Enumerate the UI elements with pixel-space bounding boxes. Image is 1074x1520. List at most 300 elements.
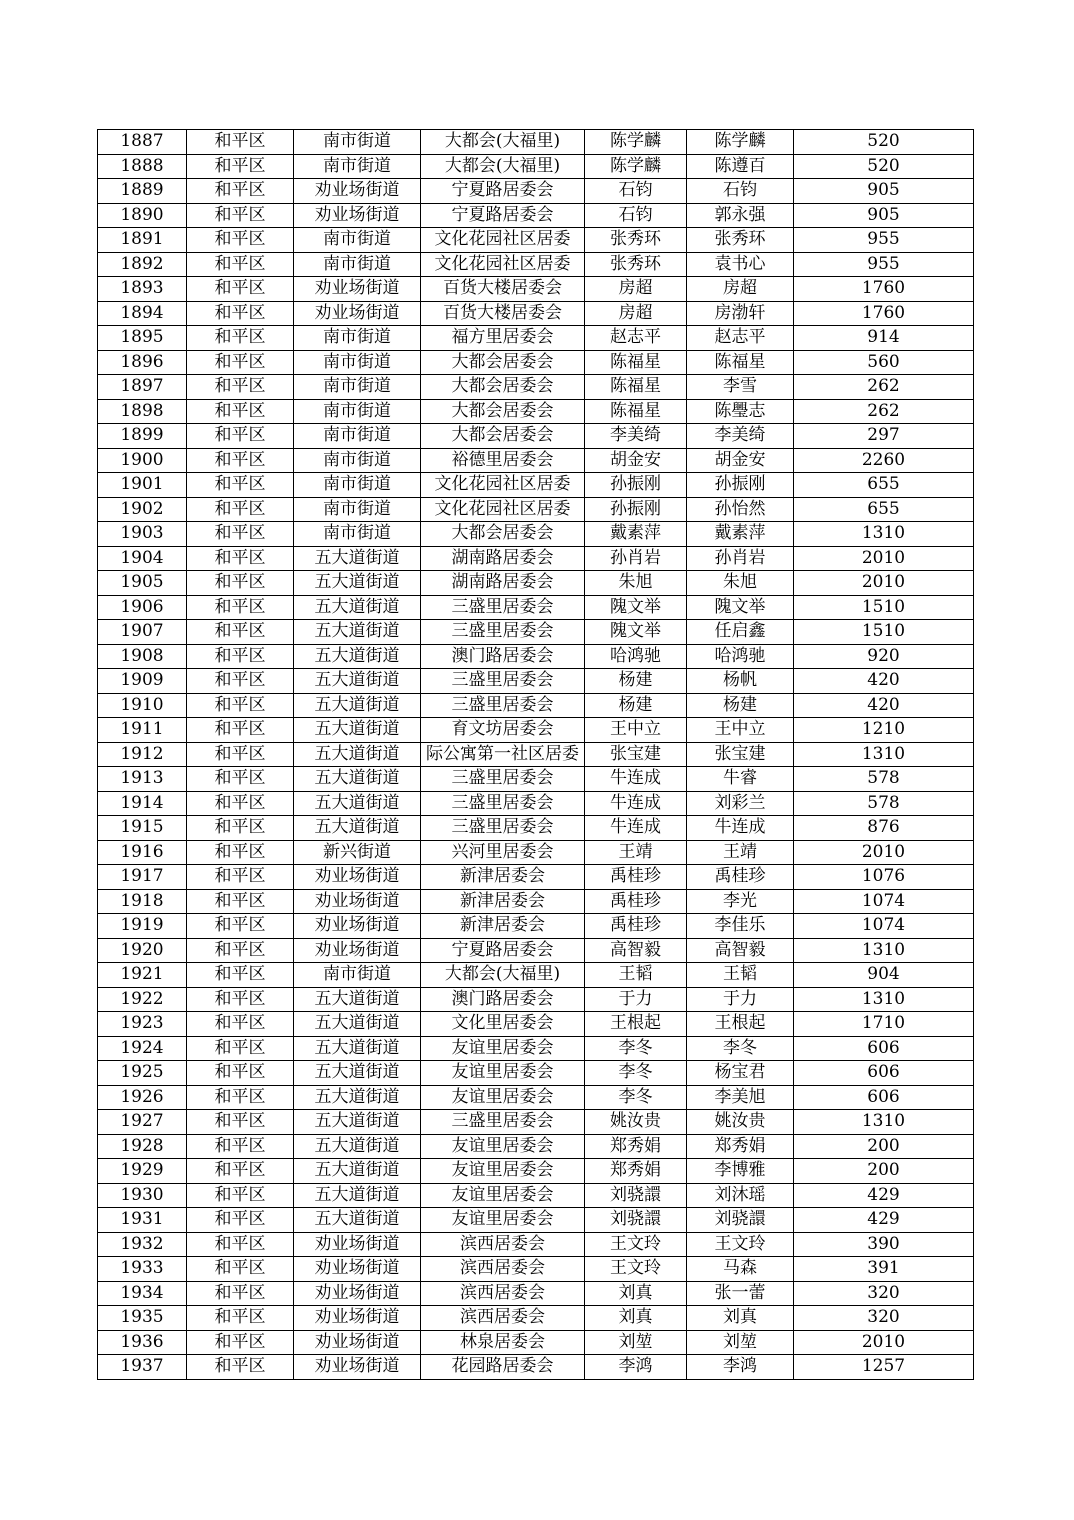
street-cell: 南市街道 [294, 350, 421, 375]
amount-cell: 904 [794, 963, 974, 988]
table-row [98, 889, 974, 914]
street-cell: 南市街道 [294, 326, 421, 351]
amount-cell: 297 [794, 424, 974, 449]
member-cell: 刘沐瑶 [687, 1183, 794, 1208]
amount-cell: 905 [794, 179, 974, 204]
street-cell: 五大道街道 [294, 1159, 421, 1184]
member-cell: 戴素萍 [687, 522, 794, 547]
street-cell: 南市街道 [294, 252, 421, 277]
street-cell: 劝业场街道 [294, 203, 421, 228]
amount-cell: 1760 [794, 277, 974, 302]
amount-cell: 1074 [794, 889, 974, 914]
table-row [98, 1257, 974, 1282]
committee-cell: 花园路居委会 [421, 1355, 585, 1380]
row-number-cell: 1901 [98, 473, 187, 498]
committee-cell: 三盛里居委会 [421, 693, 585, 718]
member-cell: 胡金安 [687, 448, 794, 473]
street-cell: 南市街道 [294, 448, 421, 473]
row-number-cell: 1924 [98, 1036, 187, 1061]
street-cell: 五大道街道 [294, 1110, 421, 1135]
district-cell: 和平区 [187, 1232, 294, 1257]
applicant-cell: 李鸿 [585, 1355, 687, 1380]
row-number-cell: 1937 [98, 1355, 187, 1380]
street-cell: 劝业场街道 [294, 865, 421, 890]
applicant-cell: 王靖 [585, 840, 687, 865]
applicant-cell: 孙振刚 [585, 473, 687, 498]
district-cell: 和平区 [187, 130, 294, 155]
member-cell: 王韬 [687, 963, 794, 988]
street-cell: 劝业场街道 [294, 889, 421, 914]
row-number-cell: 1920 [98, 938, 187, 963]
applicant-cell: 哈鸿驰 [585, 644, 687, 669]
district-cell: 和平区 [187, 620, 294, 645]
committee-cell: 三盛里居委会 [421, 791, 585, 816]
applicant-cell: 孙振刚 [585, 497, 687, 522]
member-cell: 高智毅 [687, 938, 794, 963]
district-cell: 和平区 [187, 399, 294, 424]
table-body [98, 130, 974, 1380]
street-cell: 劝业场街道 [294, 179, 421, 204]
committee-cell: 大都会(大福里) [421, 963, 585, 988]
table-row [98, 473, 974, 498]
row-number-cell: 1914 [98, 791, 187, 816]
applicant-cell: 高智毅 [585, 938, 687, 963]
district-cell: 和平区 [187, 546, 294, 571]
amount-cell: 1760 [794, 301, 974, 326]
applicant-cell: 陈福星 [585, 399, 687, 424]
applicant-cell: 房超 [585, 301, 687, 326]
committee-cell: 三盛里居委会 [421, 816, 585, 841]
table-row [98, 1330, 974, 1355]
committee-cell: 文化花园社区居委 [421, 473, 585, 498]
table-row [98, 742, 974, 767]
member-cell: 孙怡然 [687, 497, 794, 522]
district-cell: 和平区 [187, 767, 294, 792]
district-cell: 和平区 [187, 326, 294, 351]
applicant-cell: 戴素萍 [585, 522, 687, 547]
committee-cell: 滨西居委会 [421, 1306, 585, 1331]
district-cell: 和平区 [187, 669, 294, 694]
street-cell: 劝业场街道 [294, 914, 421, 939]
committee-cell: 澳门路居委会 [421, 987, 585, 1012]
row-number-cell: 1902 [98, 497, 187, 522]
table-row [98, 179, 974, 204]
district-cell: 和平区 [187, 914, 294, 939]
table-row [98, 277, 974, 302]
district-cell: 和平区 [187, 1085, 294, 1110]
street-cell: 劝业场街道 [294, 1281, 421, 1306]
street-cell: 南市街道 [294, 228, 421, 253]
committee-cell: 大都会(大福里) [421, 154, 585, 179]
row-number-cell: 1894 [98, 301, 187, 326]
committee-cell: 文化花园社区居委 [421, 252, 585, 277]
table-row [98, 1036, 974, 1061]
district-cell: 和平区 [187, 1257, 294, 1282]
table-row [98, 228, 974, 253]
member-cell: 李佳乐 [687, 914, 794, 939]
row-number-cell: 1899 [98, 424, 187, 449]
row-number-cell: 1915 [98, 816, 187, 841]
table-row [98, 669, 974, 694]
amount-cell: 2010 [794, 546, 974, 571]
amount-cell: 429 [794, 1208, 974, 1233]
applicant-cell: 隗文举 [585, 595, 687, 620]
applicant-cell: 姚汝贵 [585, 1110, 687, 1135]
committee-cell: 友谊里居委会 [421, 1183, 585, 1208]
table-row [98, 865, 974, 890]
table-row [98, 767, 974, 792]
row-number-cell: 1897 [98, 375, 187, 400]
committee-cell: 百货大楼居委会 [421, 277, 585, 302]
committee-cell: 大都会(大福里) [421, 130, 585, 155]
row-number-cell: 1912 [98, 742, 187, 767]
table-row [98, 693, 974, 718]
table-row [98, 1232, 974, 1257]
amount-cell: 578 [794, 767, 974, 792]
member-cell: 禹桂珍 [687, 865, 794, 890]
row-number-cell: 1918 [98, 889, 187, 914]
member-cell: 朱旭 [687, 571, 794, 596]
table-row [98, 252, 974, 277]
street-cell: 南市街道 [294, 154, 421, 179]
table-row [98, 154, 974, 179]
street-cell: 南市街道 [294, 473, 421, 498]
member-cell: 袁书心 [687, 252, 794, 277]
row-number-cell: 1900 [98, 448, 187, 473]
amount-cell: 320 [794, 1281, 974, 1306]
committee-cell: 滨西居委会 [421, 1257, 585, 1282]
amount-cell: 391 [794, 1257, 974, 1282]
member-cell: 隗文举 [687, 595, 794, 620]
committee-cell: 湖南路居委会 [421, 571, 585, 596]
row-number-cell: 1889 [98, 179, 187, 204]
district-cell: 和平区 [187, 424, 294, 449]
street-cell: 五大道街道 [294, 1134, 421, 1159]
street-cell: 五大道街道 [294, 620, 421, 645]
member-cell: 张秀环 [687, 228, 794, 253]
member-cell: 石钧 [687, 179, 794, 204]
committee-cell: 文化花园社区居委 [421, 228, 585, 253]
applicant-cell: 隗文举 [585, 620, 687, 645]
street-cell: 南市街道 [294, 963, 421, 988]
member-cell: 任启鑫 [687, 620, 794, 645]
committee-cell: 三盛里居委会 [421, 595, 585, 620]
amount-cell: 606 [794, 1085, 974, 1110]
amount-cell: 262 [794, 399, 974, 424]
amount-cell: 1074 [794, 914, 974, 939]
member-cell: 于力 [687, 987, 794, 1012]
row-number-cell: 1893 [98, 277, 187, 302]
row-number-cell: 1933 [98, 1257, 187, 1282]
table-row [98, 1281, 974, 1306]
applicant-cell: 刘真 [585, 1306, 687, 1331]
applicant-cell: 禹桂珍 [585, 889, 687, 914]
district-cell: 和平区 [187, 865, 294, 890]
committee-cell: 文化花园社区居委 [421, 497, 585, 522]
amount-cell: 578 [794, 791, 974, 816]
district-cell: 和平区 [187, 277, 294, 302]
amount-cell: 1310 [794, 522, 974, 547]
district-cell: 和平区 [187, 228, 294, 253]
district-cell: 和平区 [187, 473, 294, 498]
applicant-cell: 刘真 [585, 1281, 687, 1306]
table-row [98, 595, 974, 620]
row-number-cell: 1911 [98, 718, 187, 743]
street-cell: 五大道街道 [294, 595, 421, 620]
committee-cell: 三盛里居委会 [421, 669, 585, 694]
table-row [98, 1061, 974, 1086]
committee-cell: 福方里居委会 [421, 326, 585, 351]
row-number-cell: 1910 [98, 693, 187, 718]
applicant-cell: 牛连成 [585, 816, 687, 841]
applicant-cell: 王文玲 [585, 1232, 687, 1257]
member-cell: 杨帆 [687, 669, 794, 694]
member-cell: 房渤轩 [687, 301, 794, 326]
member-cell: 李博雅 [687, 1159, 794, 1184]
member-cell: 陈福星 [687, 350, 794, 375]
committee-cell: 三盛里居委会 [421, 1110, 585, 1135]
district-cell: 和平区 [187, 987, 294, 1012]
district-cell: 和平区 [187, 350, 294, 375]
amount-cell: 390 [794, 1232, 974, 1257]
member-cell: 张一蕾 [687, 1281, 794, 1306]
district-cell: 和平区 [187, 301, 294, 326]
amount-cell: 1210 [794, 718, 974, 743]
table-row [98, 301, 974, 326]
district-cell: 和平区 [187, 522, 294, 547]
district-cell: 和平区 [187, 1208, 294, 1233]
member-cell: 马森 [687, 1257, 794, 1282]
member-cell: 张宝建 [687, 742, 794, 767]
member-cell: 孙肖岩 [687, 546, 794, 571]
applicant-cell: 王中立 [585, 718, 687, 743]
member-cell: 刘堃 [687, 1330, 794, 1355]
committee-cell: 文化里居委会 [421, 1012, 585, 1037]
street-cell: 劝业场街道 [294, 938, 421, 963]
member-cell: 王文玲 [687, 1232, 794, 1257]
table-row [98, 1159, 974, 1184]
committee-cell: 大都会居委会 [421, 424, 585, 449]
member-cell: 刘骁譞 [687, 1208, 794, 1233]
applicant-cell: 张秀环 [585, 228, 687, 253]
street-cell: 五大道街道 [294, 1183, 421, 1208]
applicant-cell: 石钧 [585, 179, 687, 204]
member-cell: 刘真 [687, 1306, 794, 1331]
district-cell: 和平区 [187, 1159, 294, 1184]
applicant-cell: 王韬 [585, 963, 687, 988]
street-cell: 南市街道 [294, 497, 421, 522]
amount-cell: 655 [794, 473, 974, 498]
amount-cell: 1510 [794, 620, 974, 645]
street-cell: 五大道街道 [294, 742, 421, 767]
amount-cell: 200 [794, 1159, 974, 1184]
table-row [98, 546, 974, 571]
committee-cell: 际公寓第一社区居委 [421, 742, 585, 767]
applicant-cell: 朱旭 [585, 571, 687, 596]
row-number-cell: 1895 [98, 326, 187, 351]
street-cell: 五大道街道 [294, 718, 421, 743]
committee-cell: 三盛里居委会 [421, 767, 585, 792]
street-cell: 五大道街道 [294, 546, 421, 571]
row-number-cell: 1916 [98, 840, 187, 865]
amount-cell: 2260 [794, 448, 974, 473]
applicant-cell: 胡金安 [585, 448, 687, 473]
row-number-cell: 1930 [98, 1183, 187, 1208]
member-cell: 刘彩兰 [687, 791, 794, 816]
street-cell: 五大道街道 [294, 767, 421, 792]
applicant-cell: 郑秀娟 [585, 1134, 687, 1159]
committee-cell: 新津居委会 [421, 889, 585, 914]
applicant-cell: 刘堃 [585, 1330, 687, 1355]
applicant-cell: 禹桂珍 [585, 914, 687, 939]
applicant-cell: 陈学麟 [585, 130, 687, 155]
table-row [98, 375, 974, 400]
row-number-cell: 1922 [98, 987, 187, 1012]
district-cell: 和平区 [187, 1306, 294, 1331]
committee-cell: 友谊里居委会 [421, 1061, 585, 1086]
row-number-cell: 1908 [98, 644, 187, 669]
district-cell: 和平区 [187, 448, 294, 473]
committee-cell: 友谊里居委会 [421, 1036, 585, 1061]
district-cell: 和平区 [187, 1183, 294, 1208]
street-cell: 劝业场街道 [294, 1257, 421, 1282]
member-cell: 李鸿 [687, 1355, 794, 1380]
amount-cell: 520 [794, 154, 974, 179]
district-cell: 和平区 [187, 497, 294, 522]
member-cell: 杨宝君 [687, 1061, 794, 1086]
table-row [98, 914, 974, 939]
amount-cell: 2010 [794, 571, 974, 596]
district-cell: 和平区 [187, 252, 294, 277]
member-cell: 王靖 [687, 840, 794, 865]
applicant-cell: 张宝建 [585, 742, 687, 767]
row-number-cell: 1891 [98, 228, 187, 253]
amount-cell: 1310 [794, 987, 974, 1012]
street-cell: 劝业场街道 [294, 1232, 421, 1257]
table-row [98, 1110, 974, 1135]
committee-cell: 宁夏路居委会 [421, 203, 585, 228]
street-cell: 五大道街道 [294, 791, 421, 816]
table-row [98, 840, 974, 865]
amount-cell: 560 [794, 350, 974, 375]
row-number-cell: 1892 [98, 252, 187, 277]
amount-cell: 520 [794, 130, 974, 155]
committee-cell: 滨西居委会 [421, 1232, 585, 1257]
table-row [98, 791, 974, 816]
street-cell: 五大道街道 [294, 644, 421, 669]
district-cell: 和平区 [187, 1036, 294, 1061]
member-cell: 陈遵百 [687, 154, 794, 179]
district-cell: 和平区 [187, 1134, 294, 1159]
amount-cell: 420 [794, 693, 974, 718]
table-row [98, 399, 974, 424]
table-row [98, 350, 974, 375]
district-cell: 和平区 [187, 375, 294, 400]
row-number-cell: 1906 [98, 595, 187, 620]
applicant-cell: 李冬 [585, 1085, 687, 1110]
member-cell: 李雪 [687, 375, 794, 400]
committee-cell: 宁夏路居委会 [421, 179, 585, 204]
street-cell: 五大道街道 [294, 1208, 421, 1233]
table-row [98, 718, 974, 743]
member-cell: 姚汝贵 [687, 1110, 794, 1135]
committee-cell: 友谊里居委会 [421, 1208, 585, 1233]
committee-cell: 育文坊居委会 [421, 718, 585, 743]
amount-cell: 429 [794, 1183, 974, 1208]
row-number-cell: 1935 [98, 1306, 187, 1331]
district-cell: 和平区 [187, 179, 294, 204]
street-cell: 五大道街道 [294, 816, 421, 841]
row-number-cell: 1887 [98, 130, 187, 155]
row-number-cell: 1917 [98, 865, 187, 890]
committee-cell: 湖南路居委会 [421, 546, 585, 571]
row-number-cell: 1890 [98, 203, 187, 228]
table-row [98, 1306, 974, 1331]
table-row [98, 938, 974, 963]
table-row [98, 1012, 974, 1037]
district-cell: 和平区 [187, 154, 294, 179]
table-row [98, 963, 974, 988]
amount-cell: 955 [794, 252, 974, 277]
amount-cell: 1510 [794, 595, 974, 620]
district-cell: 和平区 [187, 203, 294, 228]
member-cell: 李光 [687, 889, 794, 914]
district-cell: 和平区 [187, 1355, 294, 1380]
member-cell: 王中立 [687, 718, 794, 743]
applicant-cell: 牛连成 [585, 767, 687, 792]
committee-cell: 大都会居委会 [421, 375, 585, 400]
street-cell: 五大道街道 [294, 669, 421, 694]
row-number-cell: 1927 [98, 1110, 187, 1135]
member-cell: 牛睿 [687, 767, 794, 792]
street-cell: 劝业场街道 [294, 277, 421, 302]
applicant-cell: 牛连成 [585, 791, 687, 816]
street-cell: 五大道街道 [294, 693, 421, 718]
amount-cell: 200 [794, 1134, 974, 1159]
row-number-cell: 1905 [98, 571, 187, 596]
amount-cell: 420 [794, 669, 974, 694]
table-row [98, 644, 974, 669]
applicant-cell: 李冬 [585, 1061, 687, 1086]
table-row [98, 448, 974, 473]
row-number-cell: 1926 [98, 1085, 187, 1110]
district-cell: 和平区 [187, 963, 294, 988]
row-number-cell: 1898 [98, 399, 187, 424]
table-row [98, 1355, 974, 1380]
district-cell: 和平区 [187, 1330, 294, 1355]
applicant-cell: 孙肖岩 [585, 546, 687, 571]
applicant-cell: 陈福星 [585, 375, 687, 400]
member-cell: 杨建 [687, 693, 794, 718]
applicant-cell: 石钧 [585, 203, 687, 228]
committee-cell: 大都会居委会 [421, 350, 585, 375]
row-number-cell: 1932 [98, 1232, 187, 1257]
applicant-cell: 陈学麟 [585, 154, 687, 179]
table-row [98, 203, 974, 228]
committee-cell: 滨西居委会 [421, 1281, 585, 1306]
table-row [98, 816, 974, 841]
row-number-cell: 1903 [98, 522, 187, 547]
table-row [98, 497, 974, 522]
member-cell: 李冬 [687, 1036, 794, 1061]
row-number-cell: 1904 [98, 546, 187, 571]
member-cell: 牛连成 [687, 816, 794, 841]
table-row [98, 130, 974, 155]
amount-cell: 955 [794, 228, 974, 253]
applicant-cell: 刘骁譞 [585, 1183, 687, 1208]
street-cell: 五大道街道 [294, 1012, 421, 1037]
district-cell: 和平区 [187, 693, 294, 718]
